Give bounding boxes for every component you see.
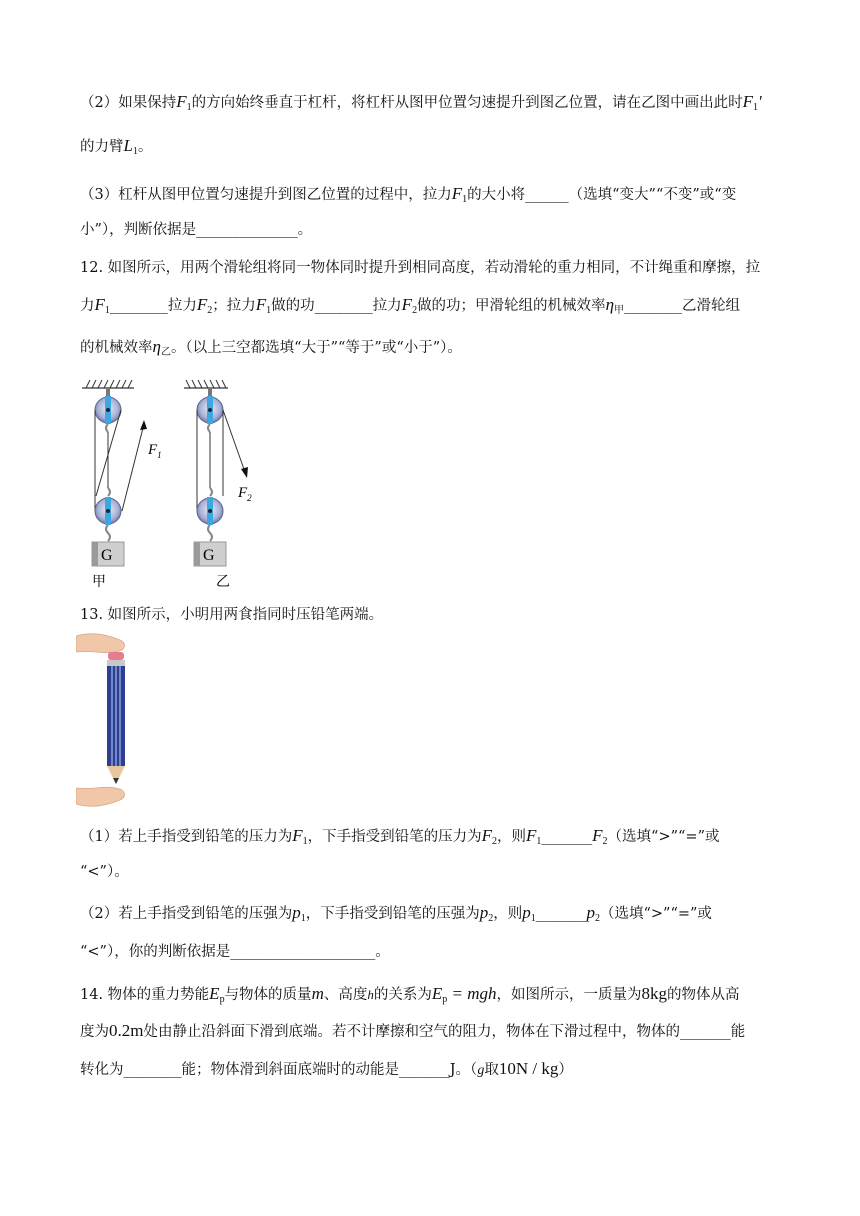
symbol-F1: $F_1$ bbox=[526, 826, 542, 847]
q13-part2-line2 bbox=[80, 942, 390, 962]
label-G-yi: G bbox=[203, 547, 215, 564]
pencil-figure bbox=[76, 632, 132, 808]
text: “<”）。 bbox=[80, 864, 129, 880]
text: 的物体从高 bbox=[666, 987, 740, 1003]
symbol-g: g bbox=[477, 1063, 485, 1078]
text: 的方向始终垂直于杠杆，将杠杆从图甲位置匀速提升到图乙位置，请在乙图中画出此时 bbox=[191, 95, 743, 111]
text: 做的功；甲滑轮组的机械效率 bbox=[417, 298, 606, 314]
symbol-F1: $F_1$ bbox=[255, 295, 272, 316]
text: “<”），你的判断依据是____________________。 bbox=[80, 944, 390, 960]
text: ，下手指受到铅笔的压强为 bbox=[305, 906, 480, 922]
text: _______ bbox=[541, 829, 593, 845]
caption-yi: 乙 bbox=[216, 573, 230, 589]
q13-part1-line1 bbox=[80, 826, 720, 852]
label-F1: $F_1$ bbox=[148, 442, 162, 460]
text: 的机械效率 bbox=[80, 340, 153, 356]
symbol-F2: $F_2$ bbox=[196, 295, 213, 316]
pulley-systems-figure bbox=[78, 376, 268, 592]
symbol-p1: $p_1$ bbox=[522, 903, 536, 924]
label-F2: $F_2$ bbox=[238, 485, 252, 503]
text: （2）如果保持 bbox=[80, 95, 177, 111]
text: 度为 bbox=[80, 1024, 109, 1040]
symbol-p1: $p_1$ bbox=[292, 903, 306, 924]
ceiling-yi bbox=[184, 380, 228, 388]
text: 。（以上三空都选填“大于”“等于”或“小于”）。 bbox=[170, 340, 462, 356]
symbol-p2: $p_2$ bbox=[479, 903, 494, 924]
q12-line1 bbox=[80, 258, 760, 278]
symbol-F1: $F_1$ bbox=[94, 295, 110, 316]
text: 的大小将______（选填“变大”“不变”或“变 bbox=[467, 187, 737, 203]
text: 做的功________拉力 bbox=[271, 298, 402, 314]
text: 14. 物体的重力势能 bbox=[80, 987, 210, 1003]
text: ；拉力 bbox=[212, 298, 256, 314]
q11-part3-line2 bbox=[80, 220, 312, 240]
text: ，则 bbox=[493, 906, 523, 922]
value-g: 10N / kg bbox=[498, 1059, 559, 1078]
text: ，则 bbox=[497, 829, 527, 845]
q13-line1 bbox=[80, 605, 383, 625]
text: 处由静止沿斜面下滑到底端。若不计摩擦和空气的阻力，物体在下滑过程中，物体的_______能 bbox=[143, 1024, 746, 1040]
symbol-h: h bbox=[367, 987, 374, 1002]
value-height: 0.2m bbox=[109, 1021, 144, 1040]
text: ________拉力 bbox=[109, 298, 197, 314]
symbol-Ep: $E_p$ bbox=[209, 984, 225, 1005]
text: （选填“>”“=”或 bbox=[607, 829, 720, 845]
q14-line3 bbox=[80, 1059, 573, 1081]
symbol-F1: $F_1$ bbox=[176, 92, 192, 113]
symbol-F2: $F_2$ bbox=[592, 826, 608, 847]
text: ，下手指受到铅笔的压力为 bbox=[307, 829, 482, 845]
symbol-L1: $L_1$ bbox=[123, 136, 138, 157]
label-G-jia: G bbox=[101, 547, 113, 564]
text: （3）杠杆从图甲位置匀速提升到图乙位置的过程中，拉力 bbox=[80, 187, 452, 203]
text: 力 bbox=[80, 298, 95, 314]
text: 与物体的质量 bbox=[224, 987, 312, 1003]
symbol-F1-prime: $F_1'$ bbox=[742, 92, 762, 113]
text: 的关系为 bbox=[373, 987, 432, 1003]
symbol-F1: $F_1$ bbox=[292, 826, 308, 847]
q11-part2-line2 bbox=[80, 136, 152, 162]
text: （选填“>”“=”或 bbox=[599, 906, 712, 922]
text: 、高度 bbox=[323, 987, 368, 1003]
text: ） bbox=[558, 1062, 573, 1078]
symbol-F2: $F_2$ bbox=[481, 826, 498, 847]
symbol-eta-jia: $\eta_甲$ bbox=[605, 295, 624, 316]
text: ，如图所示，一质量为 bbox=[496, 987, 642, 1003]
symbol-F2: $F_2$ bbox=[401, 295, 418, 316]
q12-line2 bbox=[80, 295, 740, 321]
text: 小”），判断依据是______________。 bbox=[80, 222, 313, 238]
q11-part3-line1 bbox=[80, 184, 736, 210]
text: 的力臂 bbox=[80, 139, 124, 155]
text: _______ bbox=[535, 906, 587, 922]
text: 取 bbox=[484, 1062, 499, 1078]
formula-Ep-mgh: $E_p$ = mgh bbox=[431, 984, 497, 1005]
text: 。 bbox=[137, 139, 153, 155]
q12-line3 bbox=[80, 337, 462, 363]
q11-part2-line1 bbox=[80, 92, 762, 118]
text: ________乙滑轮组 bbox=[624, 298, 740, 314]
q14-line2 bbox=[80, 1021, 745, 1042]
symbol-eta-yi: $\eta_乙$ bbox=[152, 337, 171, 358]
q14-line1 bbox=[80, 984, 739, 1010]
value-mass: 8kg bbox=[641, 984, 667, 1003]
symbol-F1: $F_1$ bbox=[451, 184, 468, 205]
text: （2）若上手指受到铅笔的压强为 bbox=[80, 906, 293, 922]
pulley-system-jia bbox=[92, 388, 147, 566]
symbol-p2: $p_2$ bbox=[586, 903, 600, 924]
pulley-system-yi bbox=[194, 388, 248, 566]
text: 转化为________能；物体滑到斜面底端时的动能是_______J。（ bbox=[80, 1062, 478, 1078]
text: （1）若上手指受到铅笔的压力为 bbox=[80, 829, 293, 845]
text: 13. 如图所示，小明用两食指同时压铅笔两端。 bbox=[80, 607, 384, 623]
text: 12. 如图所示，用两个滑轮组将同一物体同时提升到相同高度，若动滑轮的重力相同，不计绳重和摩擦，拉 bbox=[80, 260, 761, 276]
q13-part1-line2 bbox=[80, 862, 129, 882]
caption-jia: 甲 bbox=[92, 573, 106, 589]
symbol-m: m bbox=[311, 984, 324, 1003]
ceiling-jia bbox=[82, 380, 134, 388]
q13-part2-line1 bbox=[80, 903, 712, 929]
